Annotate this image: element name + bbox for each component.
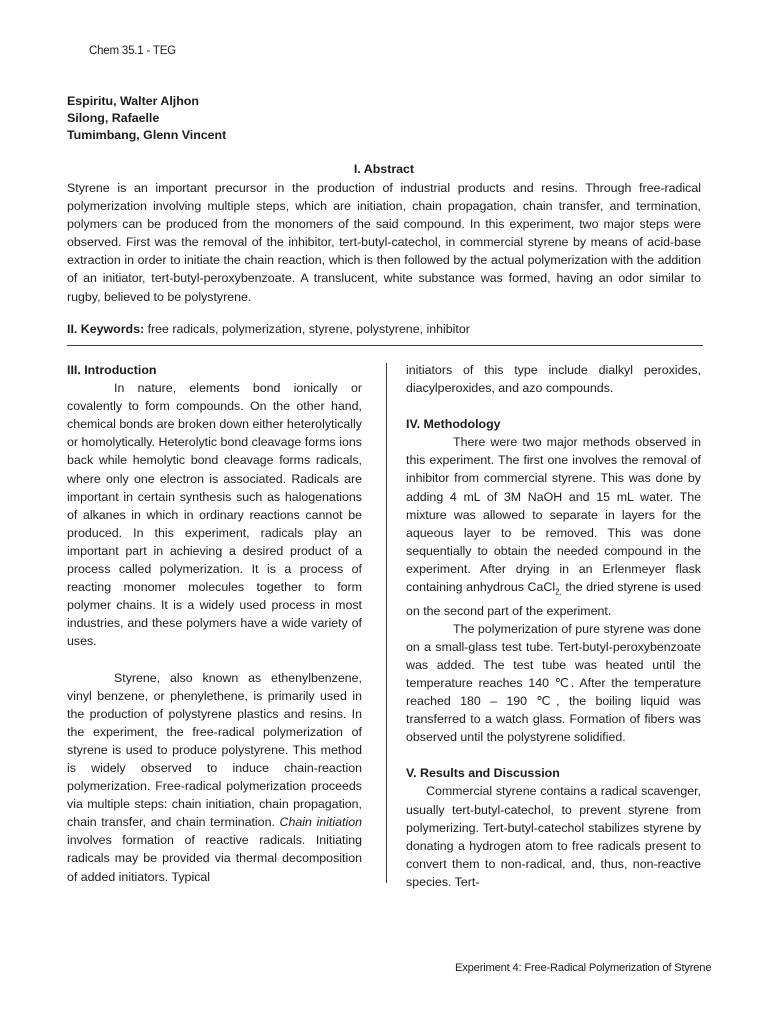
- introduction-paragraph: In nature, elements bond ionically or covalently to form compounds. On the other hand, chemical bonds are broken down either heterolytically or homolytically. Heterolytic bond cleavage forms ions back while hemolytic bond cleavage forms radicals, where only one electron is associated. Radicals are important in certain synthesis such as halogenations of alkanes in which in ordinary reactions cannot be produced. In this experiment, radicals play an important part in achieving a desired product of a process called polymerization. It is a process of reacting monomer molecules together to form polymer chains. It is a widely used process in most industries, and these polymers have a wide variety of uses.: [67, 381, 362, 649]
- author-name: Espiritu, Walter Aljhon: [67, 94, 199, 108]
- author-name: Silong, Rafaelle: [67, 111, 160, 125]
- paragraph-spacer: [406, 397, 701, 415]
- course-header: Chem 35.1 - TEG: [89, 45, 176, 57]
- introduction-paragraph: [67, 669, 362, 886]
- keywords-text: free radicals, polymerization, styrene, polystyrene, inhibitor: [144, 322, 470, 336]
- column-divider: [386, 363, 387, 883]
- keywords-line: [67, 322, 470, 336]
- introduction-heading: III. Introduction: [67, 363, 157, 377]
- author-name: Tumimbang, Glenn Vincent: [67, 128, 227, 142]
- introduction-continuation: initiators of this type include dialkyl peroxides, diacylperoxides, and azo compounds.: [406, 363, 701, 396]
- left-column: [67, 361, 362, 886]
- keywords-label: II. Keywords:: [67, 322, 145, 336]
- author-list: [67, 93, 226, 144]
- intro-text: Styrene, also known as ethenylbenzene, vinyl benzene, or phenylethene, is primarily used in the production of polystyrene plastics and resins. In the experiment, the free-radical polymerization of styrene is used to produce polystyrene. This method is widely observed to induce chain-reaction polymerization. Free-radical polymerization proceeds via multiple steps: chain initiation, chain propagation, chain transfer, and chain termination.: [67, 670, 362, 830]
- method-text: There were two major methods observed in this experiment. The first one involves the removal of inhibitor from commercial styrene. This was done by adding 4 mL of 3M NaOH and 15 mL water. The mixture was allowed to separate in layers for the aqueous layer to be removed. This was done sequentially to obtain the needed compound in the experiment. After drying in an Erlenmeyer flask containing anhydrous CaCl: [406, 435, 701, 595]
- subscript: 2,: [555, 587, 562, 597]
- results-heading: V. Results and Discussion: [406, 766, 560, 781]
- methodology-paragraph: [406, 433, 701, 619]
- page-footer: Experiment 4: Free-Radical Polymerization of Styrene: [455, 962, 712, 974]
- abstract-body: Styrene is an important precursor in the production of industrial products and resins. Through free-radical polymerization involving multiple steps, which are initiation, chain propagation, chain transfer, and termination, polymers can be produced from the monomers of the said compound. In this experiment, two major steps were observed. First was the removal of the inhibitor, tert-butyl-catechol, in commercial styrene by means of acid-base extraction in order to initiate the chain reaction, which is then followed by the actual polymerization with the addition of an initiator, tert-butyl-peroxybenzoate. A translucent, white substance was formed, having an odor similar to rugby, believed to be polystyrene.: [67, 181, 701, 304]
- methodology-paragraph: The polymerization of pure styrene was done on a small-glass test tube. Tert-butyl-peroxybenzoate was added. The test tube was heated until the temperature reaches 140 ℃. After the temperature reached 180 – 190 ℃, the boiling liquid was transferred to a watch glass. Formation of fibers was observed until the polystyrene solidified.: [406, 621, 701, 745]
- methodology-heading: IV. Methodology: [406, 417, 501, 432]
- paragraph-spacer: [67, 651, 362, 669]
- intro-italic-term: Chain initiation: [279, 815, 362, 830]
- abstract-heading: I. Abstract: [353, 162, 415, 176]
- results-paragraph: Commercial styrene contains a radical scavenger, usually tert-butyl-catechol, to prevent styrene from polymerizing. Tert-butyl-catechol stabilizes styrene by donating a hydrogen atom to free radicals present to convert them to non-radical, and, thus, non-reactive species. Tert-: [406, 784, 701, 889]
- method-text: the dried styrene is used on the second part of the experiment.: [406, 580, 701, 618]
- right-column: [406, 361, 701, 891]
- paragraph-spacer: [406, 746, 701, 764]
- section-divider: [67, 345, 703, 346]
- intro-text: involves formation of reactive radicals. Initiating radicals may be provided via thermal decomposition of added initiators. Typical: [67, 833, 362, 884]
